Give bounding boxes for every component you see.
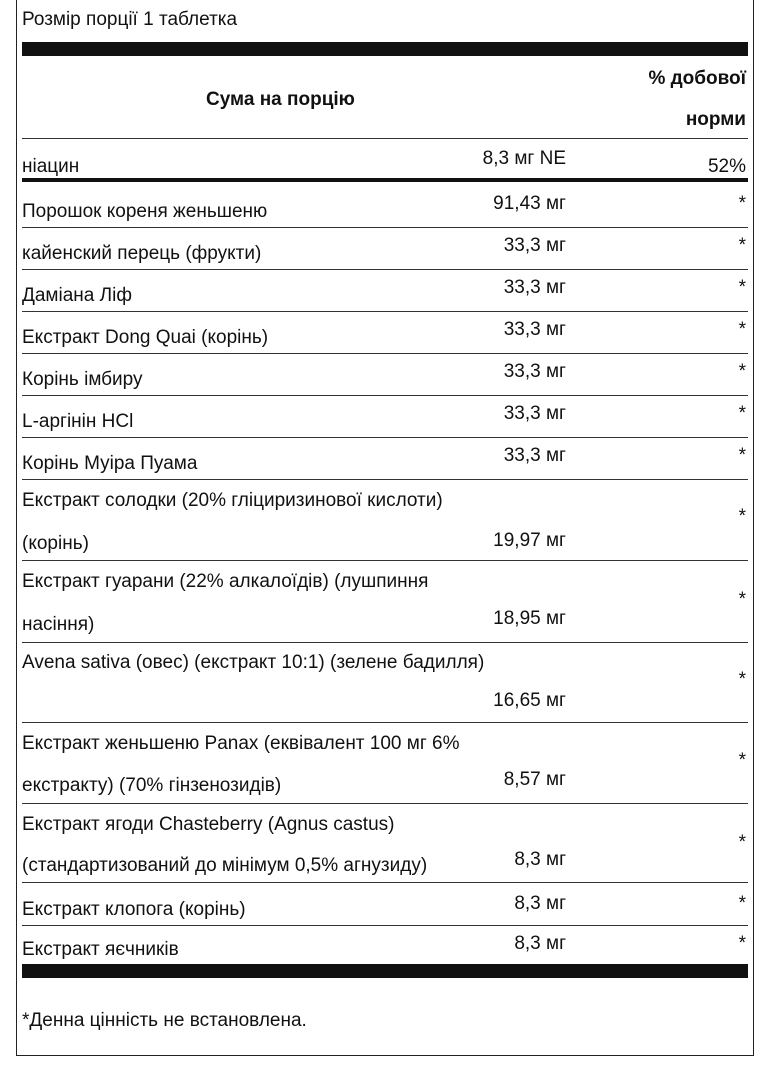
vitamin-section-divider [22,178,748,182]
ingredient-daily-value: * [738,403,746,424]
ingredient-daily-value: * [738,750,746,771]
ingredient-name: Даміана Ліф [22,285,132,306]
ingredient-daily-value: * [738,832,746,853]
ingredient-amount: 8,57 мг [503,769,566,790]
ingredient-daily-value: * [738,506,746,527]
row-divider [22,479,748,480]
ingredient-name-line1: Екстракт солодки (20% гліциризинової кислоти) [22,490,443,511]
ingredient-name-line2: насіння) [22,614,95,635]
row-divider [22,227,748,228]
ingredient-amount: 33,3 мг [503,361,566,382]
ingredient-amount: 16,65 мг [493,690,566,711]
ingredient-name: Екстракт яєчників [22,939,179,960]
row-divider [22,882,748,883]
ingredient-amount: 8,3 мг [514,849,566,870]
row-divider [22,269,748,270]
ingredient-daily-value: 52% [707,156,746,177]
ingredient-name: Екстракт Dong Quai (корінь) [22,327,269,348]
serving-size: Розмір порції 1 таблетка [22,9,238,30]
ingredient-amount: 8,3 мг [514,933,566,954]
ingredient-name: Порошок кореня женьшеню [22,201,268,222]
ingredient-name-line2: (стандартизований до мінімум 0,5% агнузиду) [22,855,428,876]
header-divider [22,138,748,139]
ingredient-name: Корінь імбиру [22,369,143,390]
daily-value-header-line1: % добової [648,68,746,89]
ingredient-daily-value: * [738,361,746,382]
ingredient-daily-value: * [738,589,746,610]
ingredient-name-line1: Екстракт ягоди Chasteberry (Agnus castus) [22,814,395,835]
row-divider [22,925,748,926]
ingredient-amount: 91,43 мг [493,193,566,214]
ingredient-amount: 8,3 мг NE [482,148,566,169]
ingredient-name-line2: (корінь) [22,533,89,554]
row-divider [22,311,748,312]
ingredient-amount: 33,3 мг [503,277,566,298]
ingredient-amount: 8,3 мг [514,893,566,914]
ingredient-daily-value: * [738,933,746,954]
ingredient-amount: 33,3 мг [503,403,566,424]
ingredient-name: Корінь Муіра Пуама [22,453,198,474]
row-divider [22,642,748,643]
row-divider [22,722,748,723]
ingredient-amount: 18,95 мг [493,608,566,629]
ingredient-name-line1: Екстракт гуарани (22% алкалоїдів) (лушпиння [22,571,429,592]
ingredient-name: кайенский перець (фрукти) [22,243,262,264]
ingredient-amount: 33,3 мг [503,445,566,466]
ingredient-name-line2: екстракту) (70% гінзенозидів) [22,775,282,796]
row-divider [22,395,748,396]
ingredient-daily-value: * [738,235,746,256]
ingredient-daily-value: * [738,319,746,340]
ingredient-name: ніацин [22,156,80,177]
footnote: *Денна цінність не встановлена. [22,1010,307,1031]
ingredient-name-line1: Екстракт женьшеню Panax (еквівалент 100 мг 6% [22,733,460,754]
supplement-facts-panel [16,0,754,1056]
row-divider [22,353,748,354]
ingredient-amount: 33,3 мг [503,235,566,256]
ingredient-amount: 19,97 мг [493,530,566,551]
ingredient-amount: 33,3 мг [503,319,566,340]
ingredient-daily-value: * [738,277,746,298]
ingredient-name: Екстракт клопога (корінь) [22,899,246,920]
bottom-divider-bar [22,964,748,978]
top-divider-bar [22,42,748,56]
amount-per-serving-header: Сума на порцію [206,89,355,110]
ingredient-daily-value: * [738,445,746,466]
daily-value-header-line2: норми [685,109,746,130]
ingredient-name-line1: Avena sativa (овес) (екстракт 10:1) (зелене бадилля) [22,652,485,673]
ingredient-daily-value: * [738,893,746,914]
ingredient-daily-value: * [738,669,746,690]
ingredient-daily-value: * [738,193,746,214]
ingredient-name: L-аргінін HCl [22,411,134,432]
row-divider [22,437,748,438]
row-divider [22,560,748,561]
row-divider [22,803,748,804]
